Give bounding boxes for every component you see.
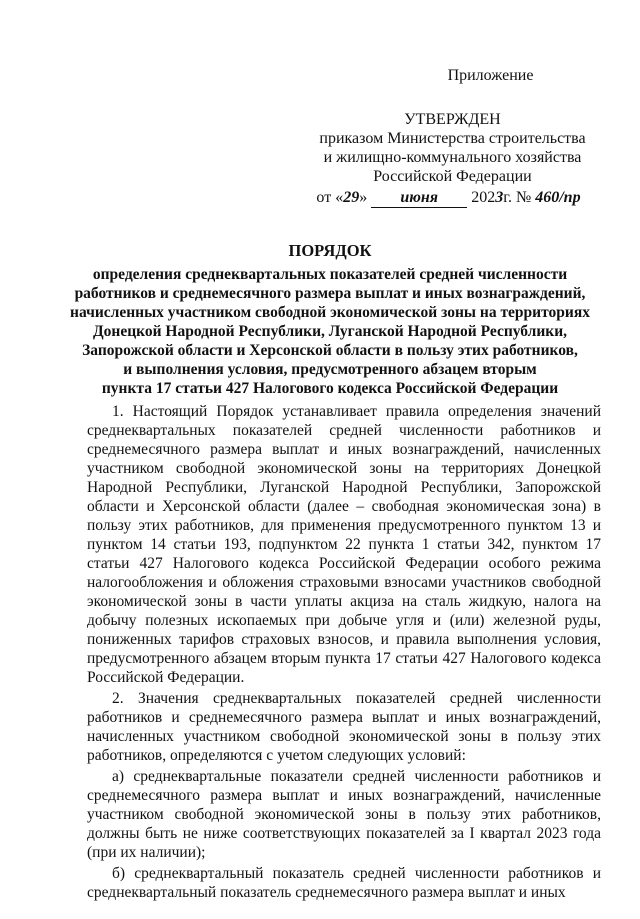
month-blank <box>371 188 467 208</box>
date-quote: » <box>359 189 368 206</box>
approved-label: УТВЕРЖДЕН <box>404 111 501 128</box>
approval-line: и жилищно-коммунального хозяйства <box>323 149 582 166</box>
order-date-line <box>296 188 601 208</box>
appendix-label: Приложение <box>447 67 534 84</box>
subparagraph-a: а) среднеквартальные показатели средней численности работников и среднемесячного размера выплат и иных вознаграждений, начисленные участником свободной экономической зоны в пользу этих работников, должны быть не ниже соответствующих показателей за I квартал 2023 года (при их наличии); <box>87 768 601 861</box>
handwritten-month: июня <box>400 189 439 206</box>
title-line: Донецкой Народной Республики, Луганской Народной Республики, <box>92 323 568 340</box>
title-line: определения среднеквартальных показателей средней численности <box>92 266 568 283</box>
handwritten-day: 29 <box>343 189 360 206</box>
paragraph-2: 2. Значения среднеквартальных показателей средней численности работников и среднемесячного размера выплат и иных вознаграждений, начисленных участником свободной экономической зоны в пользу этих работников, определяются с учетом следующих условий: <box>87 690 601 764</box>
handwritten-order-number: 460/пр <box>535 189 581 206</box>
year-prefix: 202 <box>471 189 496 206</box>
approval-line: приказом Министерства строительства <box>319 130 586 147</box>
approval-line: Российской Федерации <box>373 168 532 185</box>
year-suffix: г. № <box>503 189 532 206</box>
title-line: Запорожской области и Херсонской области в пользу этих работников, <box>82 342 578 359</box>
subparagraph-b: б) среднеквартальный показатель средней численности работников и среднеквартальный показатель среднемесячного размера выплат и иных <box>87 865 601 901</box>
title-line: начисленных участником свободной экономической зоны на территориях <box>70 304 590 321</box>
paragraph-1: 1. Настоящий Порядок устанавливает правила определения значений среднеквартальных показателей средней численности работников и среднемесячного размера выплат и иных вознаграждений, начисленных участником свободной экономической зоны на территориях Донецкой Народной Республики, Луганской Народной Республики, Запорожской области и Херсонской области (далее – свободная экономическая зона) в пользу этих работников, для применения предусмотренного пунктом 13 и пунктом 14 статьи 193, подпунктом 22 пункта 1 статьи 342, пунктом 17 статьи 427 Налогового кодекса Российской Федерации особого режима налогообложения и обложения страховыми взносами участников свободной экономической зоны в части уплаты акциза на сталь жидкую, налога на добычу полезных ископаемых при добыче угля и (или) железной руды, пониженных тарифов страховых взносов, и правила выполнения условия, предусмотренного абзацем вторым пункта 17 статьи 427 Налогового кодекса Российской Федерации. <box>87 403 601 686</box>
title-line: работников и среднемесячного размера выплат и иных вознаграждений, <box>74 285 586 302</box>
date-prefix: от « <box>316 189 344 206</box>
title-heading: ПОРЯДОК <box>288 241 372 260</box>
document-title <box>60 241 600 398</box>
title-line: и выполнения условия, предусмотренного абзацем вторым <box>123 361 537 378</box>
approval-block <box>300 66 605 208</box>
document-body <box>87 402 601 904</box>
handwritten-year-digit: 3 <box>495 189 504 206</box>
title-line: пункта 17 статьи 427 Налогового кодекса Российской Федерации <box>101 380 559 397</box>
